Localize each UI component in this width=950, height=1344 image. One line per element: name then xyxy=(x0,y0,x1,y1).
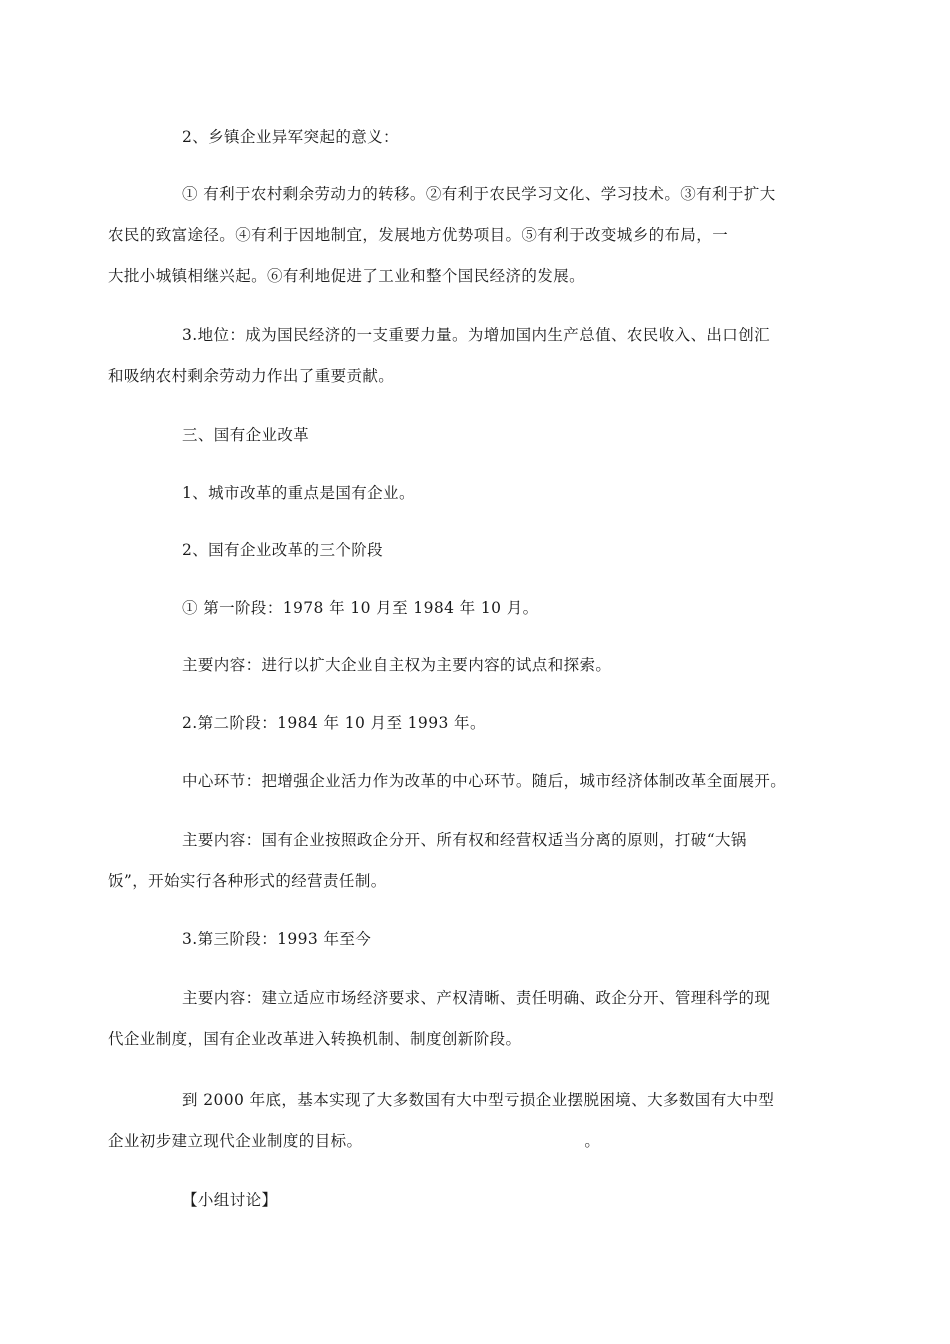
text-line: 代企业制度，国有企业改革进入转换机制、制度创新阶段。 xyxy=(108,1030,522,1048)
paragraph-stage-two xyxy=(145,703,815,744)
paragraph-stage-three-content xyxy=(108,978,815,1060)
text-line: 大批小城镇相继兴起。⑥有利地促进了工业和整个国民经济的发展。 xyxy=(108,267,586,285)
paragraph-stage-three xyxy=(145,919,815,960)
paragraph-year-2000-goal xyxy=(108,1080,815,1162)
text-line: 3.第三阶段：1993 年至今 xyxy=(182,930,372,948)
trailing-punctuation: 。 xyxy=(584,1132,601,1150)
paragraph-township-significance-list xyxy=(108,174,815,297)
text-line: 1、城市改革的重点是国有企业。 xyxy=(182,484,415,502)
text-line: 3.地位：成为国民经济的一支重要力量。为增加国内生产总值、农民收入、出口创汇 xyxy=(182,326,770,344)
section-heading-soe-reform xyxy=(145,415,815,456)
text-line: 主要内容：进行以扩大企业自主权为主要内容的试点和探索。 xyxy=(182,656,612,674)
paragraph-three-stages-heading xyxy=(145,530,815,571)
text-line xyxy=(108,1121,815,1162)
text-line: 2、国有企业改革的三个阶段 xyxy=(182,541,384,559)
paragraph-stage-two-core xyxy=(145,761,815,802)
text-line: 2.第二阶段：1984 年 10 月至 1993 年。 xyxy=(182,714,486,732)
text-line: 到 2000 年底，基本实现了大多数国有大中型亏损企业摆脱困境、大多数国有大中型 xyxy=(182,1091,775,1109)
text-line: 饭”，开始实行各种形式的经营责任制。 xyxy=(108,872,387,890)
paragraph-stage-two-content xyxy=(108,820,815,902)
paragraph-township-status xyxy=(108,315,815,397)
text-line: 中心环节：把增强企业活力作为改革的中心环节。随后，城市经济体制改革全面展开。 xyxy=(182,772,787,790)
group-discussion-heading xyxy=(145,1180,815,1221)
text-line: ① 第一阶段：1978 年 10 月至 1984 年 10 月。 xyxy=(182,599,539,617)
text-line: ① 有利于农村剩余劳动力的转移。②有利于农民学习文化、学习技术。③有利于扩大 xyxy=(182,185,776,203)
text-line: 2、乡镇企业异军突起的意义： xyxy=(182,128,399,146)
text-line: 农民的致富途径。④有利于因地制宜，发展地方优势项目。⑤有利于改变城乡的布局，一 xyxy=(108,226,729,244)
text-line: 主要内容：建立适应市场经济要求、产权清晰、责任明确、政企分开、管理科学的现 xyxy=(182,989,771,1007)
text-segment: 企业初步建立现代企业制度的目标。 xyxy=(108,1132,363,1150)
text-line: 三、国有企业改革 xyxy=(182,426,310,444)
text-line: 【小组讨论】 xyxy=(182,1191,278,1209)
text-line: 主要内容：国有企业按照政企分开、所有权和经营权适当分离的原则，打破“大锅 xyxy=(182,831,747,849)
text-line: 和吸纳农村剩余劳动力作出了重要贡献。 xyxy=(108,367,395,385)
paragraph-stage-one xyxy=(145,588,815,629)
paragraph-urban-reform-focus xyxy=(145,473,815,514)
paragraph-stage-one-content xyxy=(145,645,815,686)
paragraph-township-significance-heading xyxy=(145,117,815,158)
